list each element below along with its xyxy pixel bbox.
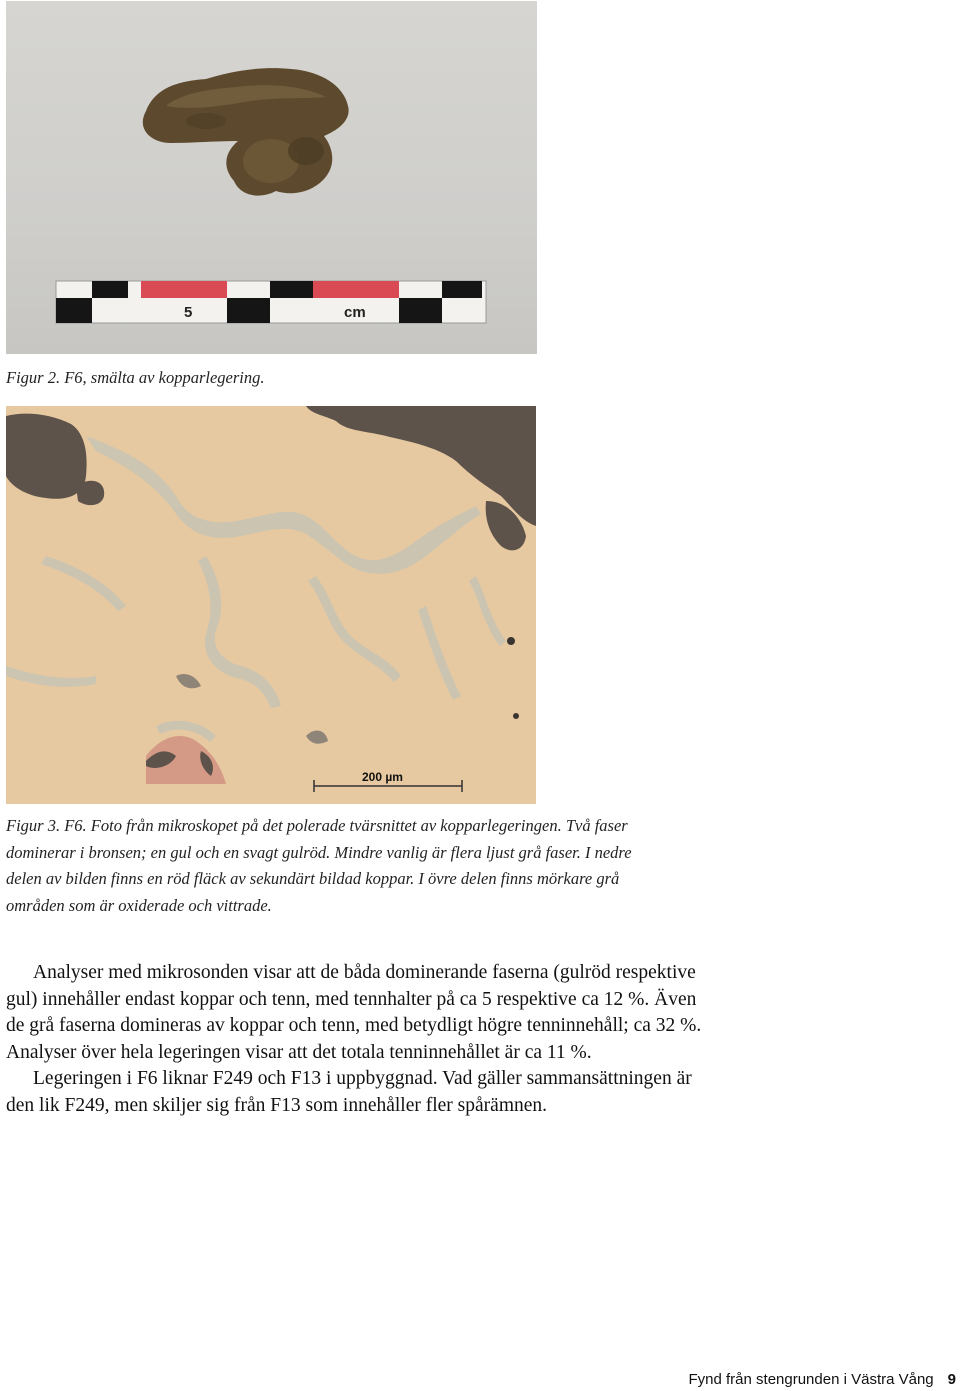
figure-2-caption: Figur 2. F6, smälta av kopparlegering. bbox=[6, 368, 265, 387]
body-paragraph-1: Analyser med mikrosonden visar att de båda dominerande faserna (gulröd respektive gul) innehåller endast koppar och tenn, med tennhalter på ca 5 respektive ca 12 %. Även de grå faserna domineras av koppar och tenn, med betydligt högre tenninnehåll; ca 32 %. Analyser över hela legeringen visar att det totala tenninnehållet är ca 11 %. bbox=[6, 962, 702, 1063]
body-paragraph-2: Legeringen i F6 liknar F249 och F13 i uppbyggnad. Vad gäller sammansättningen är den lik F249, men skiljer sig från F13 som innehåller fler spårämnen. bbox=[6, 1068, 692, 1116]
footer-title: Fynd från stengrunden i Västra Vång bbox=[688, 1371, 934, 1388]
micrograph-image bbox=[6, 406, 536, 804]
scale-label-5: 5 bbox=[184, 304, 193, 321]
micro-scale-bar bbox=[314, 770, 462, 792]
oxide-region-left bbox=[6, 414, 87, 499]
page-number: 9 bbox=[947, 1371, 956, 1388]
body-text bbox=[6, 960, 706, 1119]
slag-photo bbox=[6, 1, 537, 354]
figure-3-caption: Figur 3. F6. Foto från mikroskopet på det polerade tvärsnittet av kopparlegeringen. Två faser dominerar i bronsen; en gul och en svagt gulröd. Mindre vanlig är flera ljust grå faser. I nedre delen av bilden finns en röd fläck av sekundärt bildad koppar. I övre delen finns mörkare grå områden som är oxiderade och vittrade. bbox=[6, 816, 632, 915]
page-footer bbox=[689, 1371, 957, 1388]
scale-ruler bbox=[56, 281, 486, 323]
scale-label-cm: cm bbox=[344, 304, 366, 321]
figure-2-photo bbox=[6, 1, 537, 354]
micro-scale-label: 200 µm bbox=[362, 770, 403, 784]
figure-3-micrograph bbox=[6, 406, 536, 804]
